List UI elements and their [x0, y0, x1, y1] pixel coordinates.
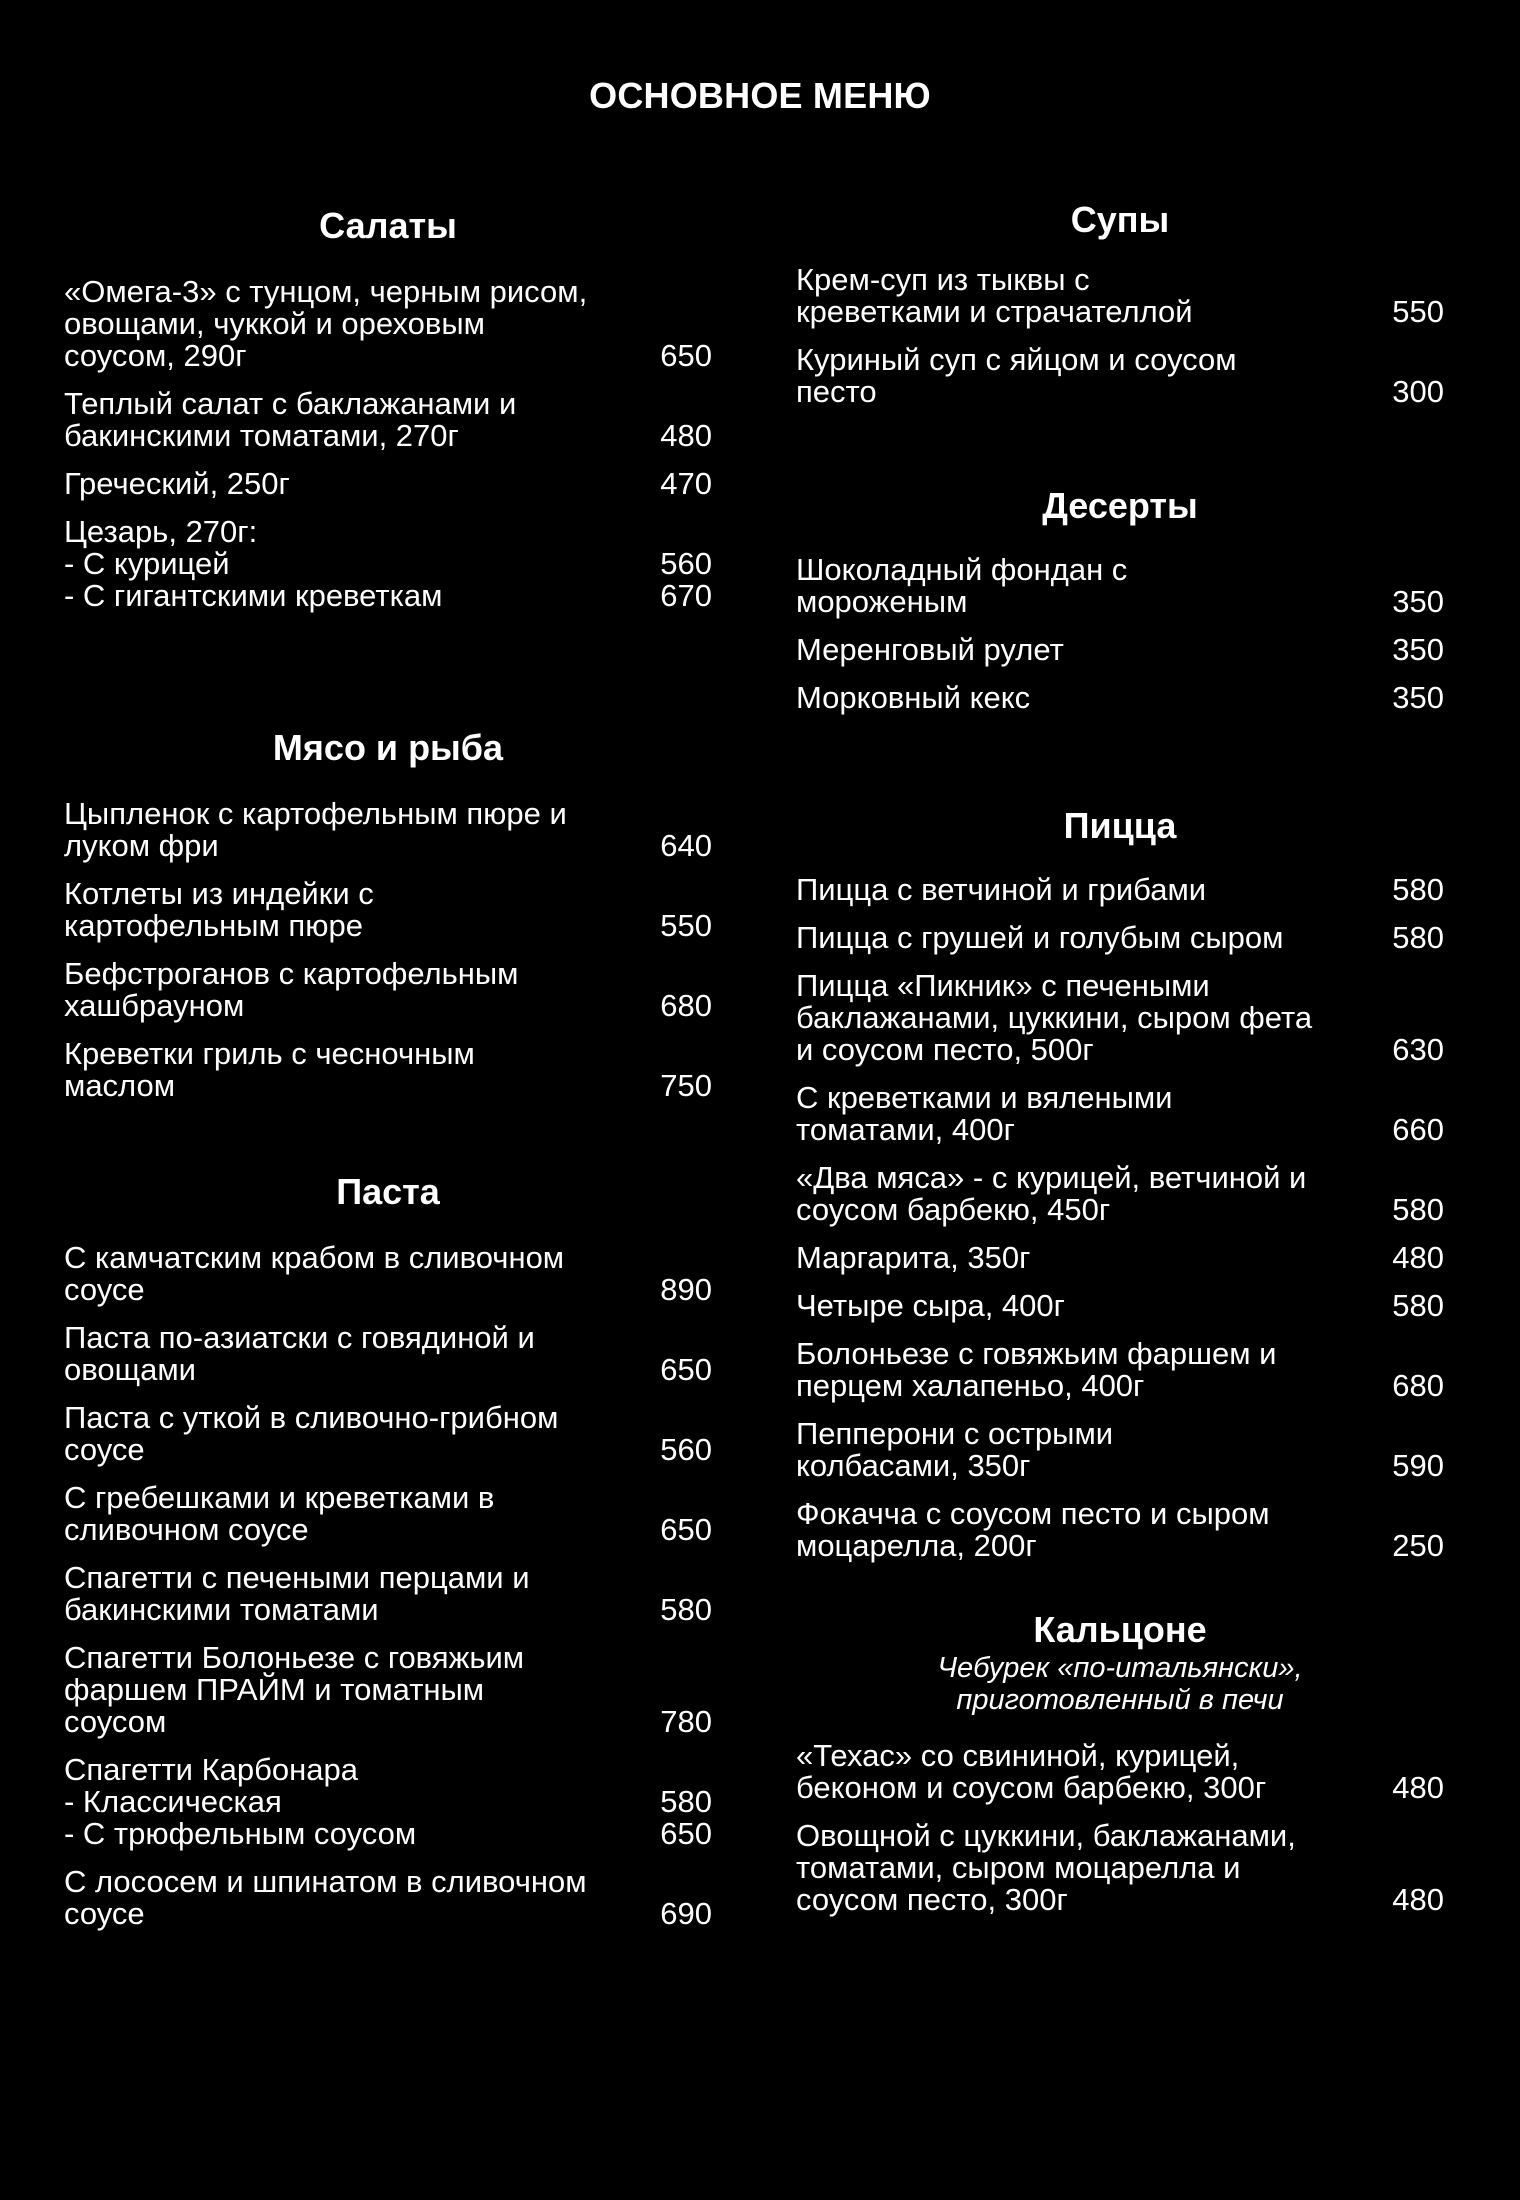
section-title-calzone: Кальцоне	[1033, 1609, 1207, 1650]
item-price: 350	[1392, 680, 1444, 715]
item-name: Теплый салат с баклажанами и бакинскими томатами, 270г	[64, 386, 517, 453]
item-price: 470	[660, 466, 712, 501]
item-price: 690	[660, 1896, 712, 1931]
section-pasta	[64, 1170, 712, 1930]
option-price: 560	[660, 546, 712, 581]
soups-list	[796, 264, 1444, 408]
menu-item	[796, 874, 1444, 906]
item-price: 550	[1392, 294, 1444, 329]
menu-item	[796, 1290, 1444, 1322]
option-price: 580	[660, 1784, 712, 1819]
item-name: «Техас» со свининой, курицей, беконом и соусом барбекю, 300г	[796, 1738, 1267, 1805]
item-price: 890	[660, 1272, 712, 1307]
item-price: 650	[660, 1512, 712, 1547]
menu-item	[796, 1498, 1444, 1562]
menu-item-carbonara	[64, 1754, 712, 1850]
item-name: Котлеты из индейки с картофельным пюре	[64, 876, 374, 943]
item-price: 350	[1392, 584, 1444, 619]
option-label: - Классическая	[64, 1784, 282, 1819]
salads-list	[64, 276, 712, 612]
item-name: Бефстроганов с картофельным хашбрауном	[64, 956, 519, 1023]
item-name: С гребешками и креветками в сливочном соусе	[64, 1480, 495, 1547]
item-price: 480	[1392, 1770, 1444, 1805]
item-name: Спагетти с печеными перцами и бакинскими томатами	[64, 1560, 530, 1627]
item-price: 480	[1392, 1240, 1444, 1275]
item-name: Пепперони с острыми колбасами, 350г	[796, 1416, 1114, 1483]
item-name: Спагетти Карбонара	[64, 1752, 358, 1787]
item-name: Маргарита, 350г	[796, 1240, 1031, 1275]
menu-item	[64, 1482, 712, 1546]
item-name: Меренговый рулет	[796, 632, 1064, 667]
item-name: Четыре сыра, 400г	[796, 1288, 1065, 1323]
option-label: - С трюфельным соусом	[64, 1816, 417, 1851]
item-price: 650	[660, 338, 712, 373]
menu-item	[796, 1820, 1444, 1916]
item-name: Пицца с грушей и голубым сыром	[796, 920, 1284, 955]
menu-item	[796, 344, 1444, 408]
desserts-list	[796, 554, 1444, 714]
menu-item	[796, 1338, 1444, 1402]
item-name: Морковный кекс	[796, 680, 1031, 715]
item-price: 750	[660, 1068, 712, 1103]
menu-item	[64, 1562, 712, 1626]
item-name: «Омега-3» с тунцом, черным рисом, овощами, чуккой и ореховым соусом, 290г	[64, 274, 588, 373]
item-price: 480	[1392, 1882, 1444, 1917]
section-title-soups: Супы	[1070, 199, 1170, 240]
item-name: Фокачча с соусом песто и сыром моцарелла, 200г	[796, 1496, 1270, 1563]
menu-item	[64, 388, 712, 452]
menu-item	[796, 1082, 1444, 1146]
menu-item	[64, 1038, 712, 1102]
item-price: 590	[1392, 1448, 1444, 1483]
section-title-pasta: Паста	[336, 1171, 440, 1212]
calzone-list	[796, 1740, 1444, 1916]
menu-item	[64, 958, 712, 1022]
page-title: ОСНОВНОЕ МЕНЮ	[589, 75, 931, 116]
item-name: Паста по-азиатски с говядиной и овощами	[64, 1320, 535, 1387]
item-name: Шоколадный фондан с мороженым	[796, 552, 1128, 619]
section-soups	[796, 198, 1444, 408]
item-price: 580	[1392, 920, 1444, 955]
item-name: Цезарь, 270г:	[64, 514, 258, 549]
item-price: 580	[660, 1592, 712, 1627]
item-price: 680	[660, 988, 712, 1023]
item-price: 630	[1392, 1032, 1444, 1067]
item-option	[64, 548, 712, 580]
item-price: 580	[1392, 1288, 1444, 1323]
section-meat-fish	[64, 726, 712, 1102]
item-option	[64, 580, 712, 612]
item-price: 560	[660, 1432, 712, 1467]
option-price: 650	[660, 1816, 712, 1851]
item-name: Спагетти Болоньезе с говяжьим фаршем ПРАЙМ и томатным соусом	[64, 1640, 525, 1739]
item-name: Пицца с ветчиной и грибами	[796, 872, 1207, 907]
item-name: С камчатским крабом в сливочном соусе	[64, 1240, 565, 1307]
option-label: - С курицей	[64, 546, 230, 581]
menu-item	[64, 798, 712, 862]
menu-item	[64, 276, 712, 372]
pasta-list	[64, 1242, 712, 1930]
item-name: «Два мяса» - с курицей, ветчиной и соусом барбекю, 450г	[796, 1160, 1307, 1227]
item-name: Креветки гриль с чесночным маслом	[64, 1036, 475, 1103]
item-price: 580	[1392, 872, 1444, 907]
item-name: Пицца «Пикник» с печеными баклажанами, цуккини, сыром фета и соусом песто, 500г	[796, 968, 1313, 1067]
section-title-desserts: Десерты	[1042, 485, 1198, 526]
menu-item	[796, 634, 1444, 666]
item-name: С креветками и вялеными томатами, 400г	[796, 1080, 1173, 1147]
section-pizza	[796, 804, 1444, 1562]
menu-item	[796, 554, 1444, 618]
item-name: Болоньезе с говяжьим фаршем и перцем халапеньо, 400г	[796, 1336, 1277, 1403]
section-desserts	[796, 484, 1444, 714]
section-subtitle-calzone: Чебурек «по-итальянски», приготовленный в печи	[937, 1652, 1303, 1716]
menu-item	[64, 878, 712, 942]
menu-item	[64, 1402, 712, 1466]
menu-item	[796, 1418, 1444, 1482]
item-price: 300	[1392, 374, 1444, 409]
item-price: 250	[1392, 1528, 1444, 1563]
pizza-list	[796, 874, 1444, 1562]
item-option	[64, 1818, 712, 1850]
menu-item	[796, 682, 1444, 714]
item-name: С лососем и шпинатом в сливочном соусе	[64, 1864, 587, 1931]
section-calzone	[796, 1608, 1444, 1916]
item-price: 550	[660, 908, 712, 943]
item-name: Крем-суп из тыквы с креветками и страчателлой	[796, 262, 1193, 329]
item-price: 650	[660, 1352, 712, 1387]
item-price: 660	[1392, 1112, 1444, 1147]
item-price: 780	[660, 1704, 712, 1739]
meat-fish-list	[64, 798, 712, 1102]
option-price: 670	[660, 578, 712, 613]
item-name: Цыпленок с картофельным пюре и луком фри	[64, 796, 567, 863]
option-label: - С гигантскими креветкам	[64, 578, 443, 613]
menu-item	[796, 1162, 1444, 1226]
item-option	[64, 1786, 712, 1818]
menu-item	[64, 1242, 712, 1306]
item-name: Куриный суп с яйцом и соусом песто	[796, 342, 1237, 409]
item-price: 680	[1392, 1368, 1444, 1403]
section-salads	[64, 204, 712, 612]
menu-item-caesar	[64, 516, 712, 612]
section-title-salads: Салаты	[319, 205, 457, 246]
menu-item	[796, 970, 1444, 1066]
menu-item	[796, 1740, 1444, 1804]
menu-item	[64, 1866, 712, 1930]
menu-item	[796, 922, 1444, 954]
item-price: 580	[1392, 1192, 1444, 1227]
menu-item	[796, 1242, 1444, 1274]
menu-item	[64, 1322, 712, 1386]
section-title-pizza: Пицца	[1063, 805, 1177, 846]
item-name: Овощной с цуккини, баклажанами, томатами, сыром моцарелла и соусом песто, 300г	[796, 1818, 1296, 1917]
item-price: 350	[1392, 632, 1444, 667]
item-name: Греческий, 250г	[64, 466, 290, 501]
menu-item	[64, 468, 712, 500]
menu-item	[64, 1642, 712, 1738]
item-price: 480	[660, 418, 712, 453]
item-name: Паста с уткой в сливочно-грибном соусе	[64, 1400, 559, 1467]
item-price: 640	[660, 828, 712, 863]
menu-item	[796, 264, 1444, 328]
section-title-meat-fish: Мясо и рыба	[272, 727, 504, 768]
